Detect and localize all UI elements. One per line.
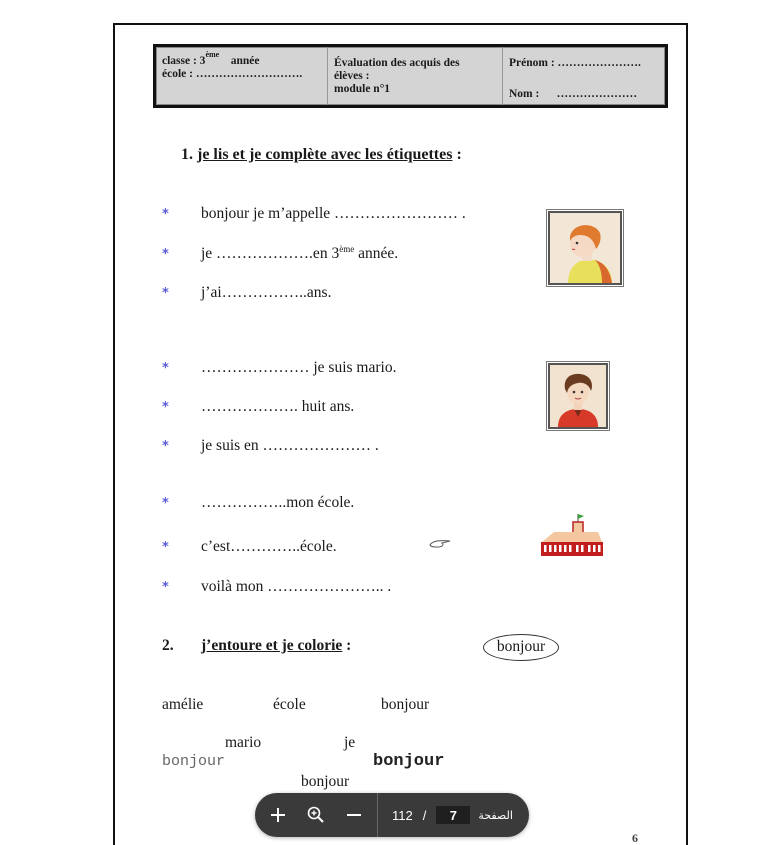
- pdf-toolbar: [255, 793, 529, 837]
- word-ecole: école: [273, 696, 306, 713]
- boy-portrait-icon: [550, 365, 606, 427]
- exercise-line: [162, 359, 396, 377]
- girl-portrait-icon: [550, 213, 620, 283]
- section-1-heading: je lis et je complète avec les étiquettes: [197, 146, 453, 163]
- section-1-number: 1.: [181, 146, 193, 163]
- bullet-star-icon: *: [162, 439, 169, 454]
- exercise-line: [162, 538, 337, 556]
- exercise-line: [162, 284, 331, 302]
- class-suffix: année: [230, 54, 260, 67]
- girl-portrait-image: [548, 211, 622, 285]
- page-navigator: [378, 806, 513, 824]
- section-1-title: [181, 146, 462, 164]
- line-text: [201, 244, 398, 263]
- bullet-star-icon: *: [162, 286, 169, 301]
- nom-label: Nom :: [509, 88, 540, 100]
- title-line-1: Évaluation des acquis des: [334, 57, 460, 69]
- line-text: c’est…………..école.: [201, 538, 337, 555]
- word-bonjour-small: bonjour: [301, 773, 350, 790]
- title-line-2: élèves :: [334, 70, 370, 82]
- total-pages: 112: [392, 807, 413, 823]
- section-2-title: [162, 637, 351, 655]
- section-1-colon: :: [452, 146, 462, 163]
- plus-icon: [270, 807, 286, 823]
- example-circled-word: bonjour: [483, 634, 559, 661]
- zoom-fit-button[interactable]: [297, 793, 335, 837]
- header-table: [153, 44, 668, 108]
- bullet-star-icon: *: [162, 580, 169, 595]
- line-text: bonjour je m’appelle …………………… .: [201, 205, 466, 222]
- section-2-colon: :: [342, 637, 352, 654]
- line-text: je suis en ………………… .: [201, 437, 379, 454]
- zoom-in-icon: [307, 806, 325, 824]
- exercise-line: [162, 437, 379, 455]
- header-title-cell: [328, 47, 503, 105]
- word-je: je: [344, 734, 356, 751]
- zoom-plus-button[interactable]: [259, 793, 297, 837]
- bullet-star-icon: *: [162, 496, 169, 511]
- bullet-star-icon: *: [162, 361, 169, 376]
- line-text: ………………. huit ans.: [201, 398, 355, 415]
- header-name-cell: [503, 47, 665, 105]
- school-line: école : ……………………….: [162, 67, 303, 80]
- line-pre: je ……………….en 3: [201, 245, 340, 263]
- header-class-cell: [156, 47, 328, 105]
- exercise-line: [162, 244, 398, 263]
- page-separator: /: [422, 807, 427, 823]
- line-text: ……………..mon école.: [201, 494, 355, 511]
- zoom-minus-button[interactable]: [335, 793, 373, 837]
- nom-value: …………………: [556, 88, 638, 100]
- bullet-star-icon: *: [162, 247, 169, 263]
- nom-field: [509, 88, 637, 101]
- line-sup: ème: [339, 244, 355, 254]
- bullet-star-icon: *: [162, 540, 169, 555]
- line-text: voilà mon ………………….. .: [201, 578, 392, 595]
- prenom-field: Prénom : ………………….: [509, 57, 641, 69]
- word-mario: mario: [225, 734, 262, 751]
- title-line-3: module n°1: [334, 83, 391, 95]
- section-2-heading: j’entoure et je colorie: [201, 637, 343, 654]
- boy-portrait-image: [548, 363, 608, 429]
- word-bonjour: bonjour: [381, 696, 430, 713]
- line-post: année.: [354, 245, 399, 263]
- exercise-line: [162, 398, 354, 416]
- page-number: 6: [632, 831, 638, 845]
- section-2-number: 2.: [162, 637, 174, 654]
- class-label: classe : 3: [162, 54, 206, 67]
- current-page-input[interactable]: [436, 806, 470, 824]
- word-bonjour-bold: bonjour: [373, 752, 445, 771]
- bullet-star-icon: *: [162, 400, 169, 415]
- exercise-line: [162, 205, 466, 223]
- minus-icon: [346, 807, 362, 823]
- class-sup: ème: [205, 50, 220, 59]
- page-label: الصفحة: [478, 809, 513, 822]
- exercise-line: [162, 494, 354, 512]
- school-building-icon: [538, 512, 606, 560]
- word-amelie: amélie: [162, 696, 204, 713]
- bullet-star-icon: *: [162, 207, 169, 222]
- exercise-line: [162, 578, 391, 596]
- line-text: ………………… je suis mario.: [201, 359, 397, 376]
- line-text: j’ai……………..ans.: [201, 284, 332, 301]
- class-line: [162, 50, 321, 68]
- pointing-hand-icon: [428, 538, 452, 550]
- word-bonjour-mono: bonjour: [162, 753, 226, 770]
